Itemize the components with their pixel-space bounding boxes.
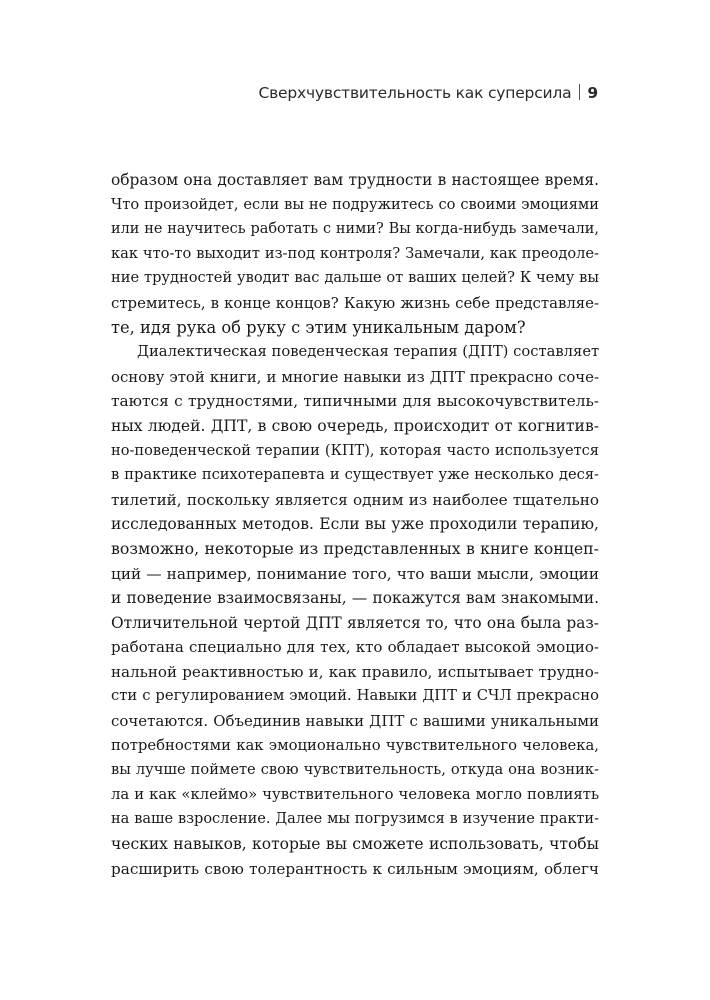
text-line: таются с трудностями, типичными для высокочувствитель-	[111, 392, 599, 411]
text-line: сти с регулированием эмоций. Навыки ДПТ и СЧЛ прекрасно	[111, 687, 599, 705]
text-line: и поведение взаимосвязаны, — покажутся вам знакомыми.	[111, 589, 599, 608]
text-line: но-поведенческой терапии (КПТ), которая часто используется	[111, 441, 599, 459]
text-line: ческих навыков, которые вы сможете использовать, чтобы	[111, 835, 599, 854]
text-line: исследованных методов. Если вы уже проходили терапию,	[111, 515, 599, 534]
running-title: Сверхчувствительность как суперсила	[258, 84, 572, 102]
text-line: Отличительной чертой ДПТ является то, что она была раз-	[111, 613, 599, 632]
text-line: стремитесь, в конце концов? Какую жизнь себе представляе-	[111, 293, 599, 312]
running-header	[258, 84, 598, 102]
paragraph-1	[111, 168, 599, 340]
text-line: в практике психотерапевта и существует уже несколько деся-	[111, 466, 599, 484]
text-line: вы лучше поймете свою чувствительность, откуда она возник-	[111, 761, 599, 779]
text-line: Диалектическая поведенческая терапия (ДПТ) составляет	[137, 343, 600, 361]
text-line: потребностями как эмоционально чувствительного человека,	[111, 736, 599, 754]
text-line: или не научитесь работать с ними? Вы когда-нибудь замечали,	[111, 221, 599, 238]
text-line: на ваше взросление. Далее мы погрузимся в изучение практи-	[111, 811, 599, 828]
text-line: образом она доставляет вам трудности в настоящее время.	[111, 171, 599, 189]
text-line: возможно, некоторые из представленных в книге концеп-	[111, 538, 599, 558]
body-text	[111, 168, 599, 881]
text-line: ных людей. ДПТ, в свою очередь, происходит от когнитив-	[111, 416, 599, 435]
page-number: 9	[587, 84, 598, 102]
text-line: расширить свою толерантность к сильным эмоциям, облегч	[111, 859, 599, 878]
text-line: Что произойдет, если вы не подружитесь со своими эмоциями	[111, 195, 599, 213]
header-divider	[579, 84, 580, 100]
text-line: основу этой книги, и многие навыки из ДПТ прекрасно соче-	[111, 367, 599, 386]
text-line: тилетий, поскольку является одним из наиболее тщательно	[111, 490, 599, 509]
text-line: ла и как «клеймо» чувствительного человека могло повлиять	[111, 785, 599, 803]
text-line: те, идя рука об руку с этим уникальным даром?	[111, 317, 526, 337]
paragraph-2	[111, 340, 599, 881]
text-line: работана специально для тех, кто обладает высокой эмоцио-	[111, 638, 599, 657]
text-line: ние трудностей уводит вас дальше от ваших целей? К чему вы	[111, 269, 599, 287]
text-line: сочетаются. Объединив навыки ДПТ с вашими уникальными	[111, 712, 599, 731]
text-line: ций — например, понимание того, что ваши мысли, эмоции	[111, 564, 599, 583]
text-line: нальной реактивностью и, как правило, испытывает трудно-	[111, 662, 599, 681]
text-line: как что-то выходит из-под контроля? Замечали, как преодоле-	[111, 244, 599, 262]
